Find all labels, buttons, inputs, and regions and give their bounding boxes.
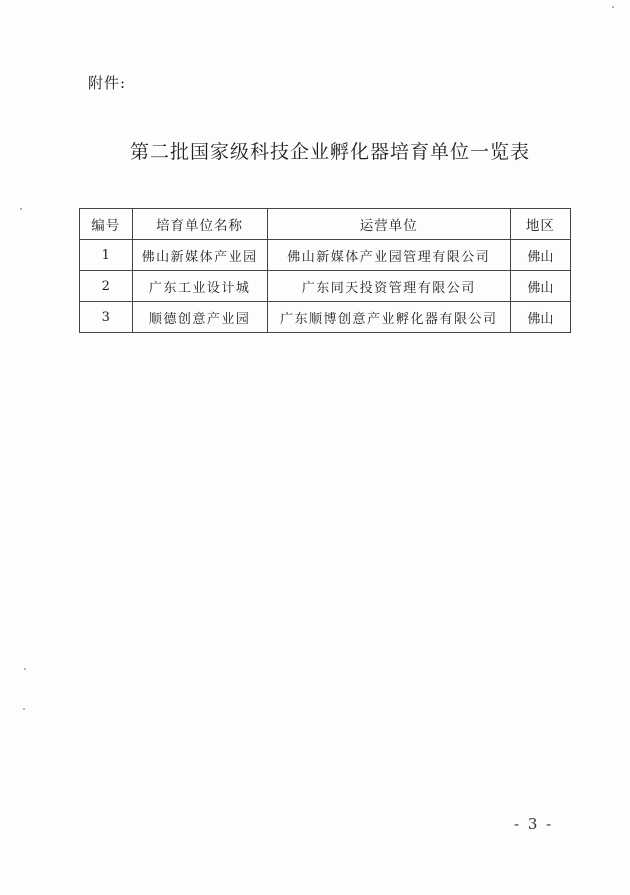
- page-number: - 3 -: [514, 815, 554, 833]
- document-title: 第二批国家级科技企业孵化器培育单位一览表: [129, 141, 530, 163]
- header-number: 编号: [80, 209, 133, 240]
- table-row: [80, 302, 571, 333]
- table-row: [80, 240, 571, 271]
- cell-region: 佛山: [510, 302, 570, 333]
- cell-number: 3: [80, 302, 133, 333]
- cell-region: 佛山: [510, 240, 570, 271]
- cell-region: 佛山: [510, 271, 570, 302]
- attachment-label: 附件:: [88, 74, 127, 92]
- scan-speck: [612, 6, 614, 8]
- cell-unit-name: 广东工业设计城: [132, 271, 267, 302]
- cell-number: 2: [80, 271, 133, 302]
- scan-speck: [24, 668, 26, 670]
- cell-unit-name: 佛山新媒体产业园: [132, 240, 267, 271]
- scan-speck: [23, 708, 25, 710]
- cell-unit-name: 顺德创意产业园: [132, 302, 267, 333]
- header-operator: 运营单位: [267, 209, 510, 240]
- table-row: [80, 271, 571, 302]
- header-region: 地区: [510, 209, 570, 240]
- cell-operator: 佛山新媒体产业园管理有限公司: [267, 240, 510, 271]
- cell-operator: 广东顺博创意产业孵化器有限公司: [267, 302, 510, 333]
- header-unit-name: 培育单位名称: [132, 209, 267, 240]
- scan-speck: [20, 208, 22, 210]
- table-header-row: [80, 209, 571, 240]
- cell-operator: 广东同天投资管理有限公司: [267, 271, 510, 302]
- cell-number: 1: [80, 240, 133, 271]
- incubator-table: [79, 208, 571, 333]
